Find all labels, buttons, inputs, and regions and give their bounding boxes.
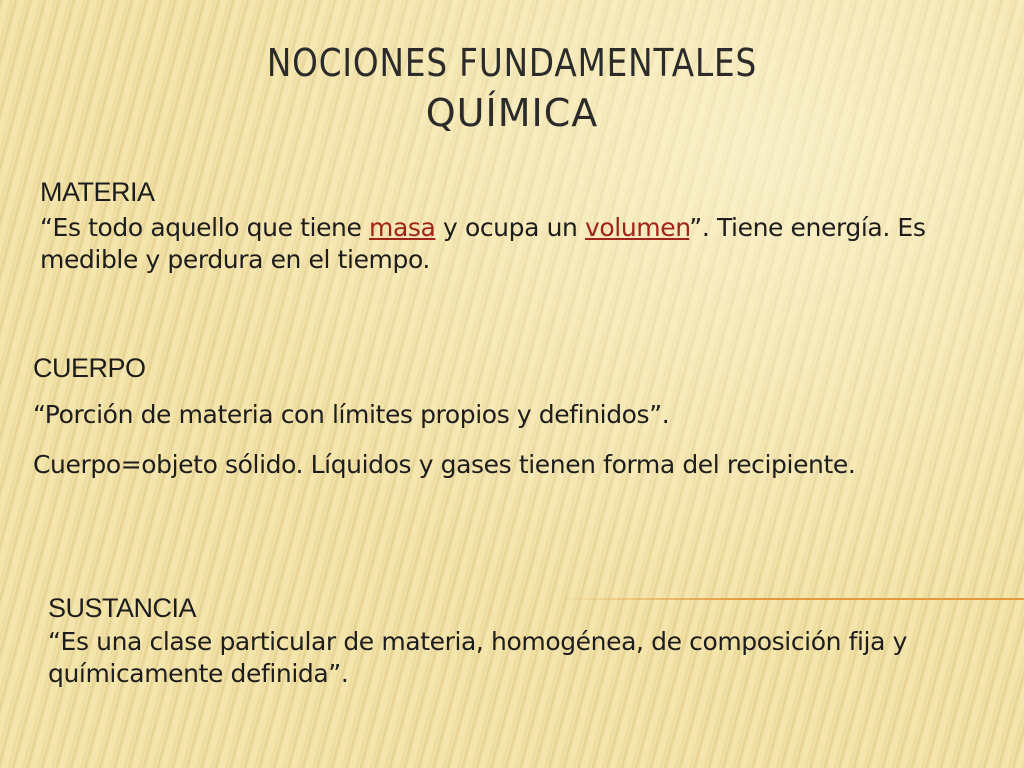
- materia-text-part1: “Es todo aquello que tiene: [40, 213, 370, 242]
- materia-text-part2: y ocupa un: [435, 213, 585, 242]
- slide-title: [0, 38, 1024, 138]
- masa-link[interactable]: masa: [369, 213, 436, 242]
- materia-definition: [40, 212, 940, 276]
- sustancia-heading: SUSTANCIA: [48, 593, 197, 623]
- cuerpo-definition: “Porción de materia con límites propios y definidos”.: [33, 400, 670, 429]
- sustancia-definition: “Es una clase particular de materia, homogénea, de composición fija y químicamente definida”.: [48, 627, 907, 688]
- sustancia-section: [48, 592, 908, 690]
- cuerpo-heading: CUERPO: [33, 353, 146, 383]
- materia-section: [40, 176, 940, 276]
- cuerpo-note: Cuerpo=objeto sólido. Líquidos y gases tienen forma del recipiente.: [33, 450, 856, 479]
- volumen-link[interactable]: volumen: [585, 213, 690, 242]
- materia-heading: MATERIA: [40, 177, 155, 207]
- title-line-1: NOCIONES FUNDAMENTALES: [266, 41, 758, 85]
- materia-text-part3: ”. Tiene energía. Es medible y perdura en el tiempo.: [40, 213, 926, 274]
- title-line-2: QUÍMICA: [425, 91, 599, 135]
- cuerpo-section: [33, 352, 893, 485]
